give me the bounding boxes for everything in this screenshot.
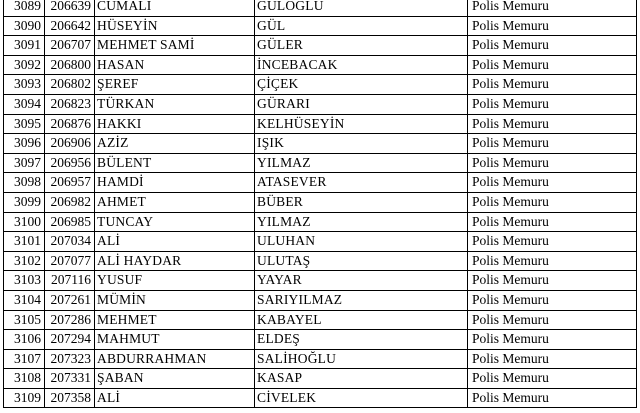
table-row xyxy=(4,75,637,95)
surname-cell: KABAYEL xyxy=(255,310,468,330)
first-name-cell: YUSUF xyxy=(95,271,255,291)
table-row xyxy=(4,16,637,36)
row-number-cell: 3091 xyxy=(4,36,45,56)
surname-cell: GÜL xyxy=(255,16,468,36)
job-title-cell: Polis Memuru xyxy=(468,290,637,310)
first-name-cell: HAMDİ xyxy=(95,173,255,193)
row-number-cell: 3093 xyxy=(4,75,45,95)
surname-cell: ULUHAN xyxy=(255,232,468,252)
job-title-cell: Polis Memuru xyxy=(468,94,637,114)
registry-id-cell: 207077 xyxy=(45,251,95,271)
registry-id-cell: 206823 xyxy=(45,94,95,114)
job-title-cell: Polis Memuru xyxy=(468,134,637,154)
table-row xyxy=(4,271,637,291)
first-name-cell: MAHMUT xyxy=(95,330,255,350)
row-number-cell: 3107 xyxy=(4,349,45,369)
row-number-cell: 3103 xyxy=(4,271,45,291)
surname-cell: BÜBER xyxy=(255,192,468,212)
row-number-cell: 3101 xyxy=(4,232,45,252)
registry-id-cell: 206707 xyxy=(45,36,95,56)
surname-cell: ULUTAŞ xyxy=(255,251,468,271)
registry-id-cell: 207261 xyxy=(45,290,95,310)
table-row xyxy=(4,310,637,330)
first-name-cell: AHMET xyxy=(95,192,255,212)
job-title-cell: Polis Memuru xyxy=(468,153,637,173)
table-body xyxy=(4,0,637,408)
first-name-cell: ALİ xyxy=(95,388,255,408)
job-title-cell: Polis Memuru xyxy=(468,349,637,369)
registry-id-cell: 206800 xyxy=(45,55,95,75)
table-row xyxy=(4,330,637,350)
job-title-cell: Polis Memuru xyxy=(468,192,637,212)
surname-cell: IŞIK xyxy=(255,134,468,154)
first-name-cell: ALİ xyxy=(95,232,255,252)
registry-id-cell: 206957 xyxy=(45,173,95,193)
table-row xyxy=(4,290,637,310)
row-number-cell: 3096 xyxy=(4,134,45,154)
surname-cell: CİVELEK xyxy=(255,388,468,408)
first-name-cell: BÜLENT xyxy=(95,153,255,173)
surname-cell: ATASEVER xyxy=(255,173,468,193)
first-name-cell: TÜRKAN xyxy=(95,94,255,114)
registry-id-cell: 207323 xyxy=(45,349,95,369)
surname-cell: YAYAR xyxy=(255,271,468,291)
job-title-cell: Polis Memuru xyxy=(468,55,637,75)
row-number-cell: 3099 xyxy=(4,192,45,212)
job-title-cell: Polis Memuru xyxy=(468,16,637,36)
surname-cell: GÜLER xyxy=(255,36,468,56)
surname-cell: YILMAZ xyxy=(255,153,468,173)
job-title-cell: Polis Memuru xyxy=(468,330,637,350)
registry-id-cell: 207331 xyxy=(45,369,95,389)
table-row xyxy=(4,173,637,193)
row-number-cell: 3106 xyxy=(4,330,45,350)
registry-id-cell: 207294 xyxy=(45,330,95,350)
job-title-cell: Polis Memuru xyxy=(468,114,637,134)
table-row xyxy=(4,134,637,154)
first-name-cell: CUMALİ xyxy=(95,0,255,16)
table-row xyxy=(4,36,637,56)
first-name-cell: HASAN xyxy=(95,55,255,75)
surname-cell: SARIYILMAZ xyxy=(255,290,468,310)
personnel-table xyxy=(3,0,637,408)
first-name-cell: MEHMET SAMİ xyxy=(95,36,255,56)
first-name-cell: MÜMİN xyxy=(95,290,255,310)
registry-id-cell: 207034 xyxy=(45,232,95,252)
first-name-cell: HAKKI xyxy=(95,114,255,134)
row-number-cell: 3095 xyxy=(4,114,45,134)
registry-id-cell: 206982 xyxy=(45,192,95,212)
job-title-cell: Polis Memuru xyxy=(468,310,637,330)
registry-id-cell: 206876 xyxy=(45,114,95,134)
row-number-cell: 3102 xyxy=(4,251,45,271)
registry-id-cell: 206802 xyxy=(45,75,95,95)
row-number-cell: 3092 xyxy=(4,55,45,75)
table-row xyxy=(4,114,637,134)
row-number-cell: 3105 xyxy=(4,310,45,330)
table-row xyxy=(4,232,637,252)
job-title-cell: Polis Memuru xyxy=(468,271,637,291)
row-number-cell: 3109 xyxy=(4,388,45,408)
job-title-cell: Polis Memuru xyxy=(468,251,637,271)
row-number-cell: 3097 xyxy=(4,153,45,173)
registry-id-cell: 206642 xyxy=(45,16,95,36)
registry-id-cell: 206985 xyxy=(45,212,95,232)
first-name-cell: ŞEREF xyxy=(95,75,255,95)
first-name-cell: AZİZ xyxy=(95,134,255,154)
registry-id-cell: 206906 xyxy=(45,134,95,154)
job-title-cell: Polis Memuru xyxy=(468,232,637,252)
first-name-cell: HÜSEYİN xyxy=(95,16,255,36)
first-name-cell: ABDURRAHMAN xyxy=(95,349,255,369)
surname-cell: İNCEBACAK xyxy=(255,55,468,75)
table-row xyxy=(4,369,637,389)
first-name-cell: ŞABAN xyxy=(95,369,255,389)
table-row xyxy=(4,212,637,232)
surname-cell: SALİHOĞLU xyxy=(255,349,468,369)
table-row xyxy=(4,55,637,75)
job-title-cell: Polis Memuru xyxy=(468,388,637,408)
job-title-cell: Polis Memuru xyxy=(468,75,637,95)
row-number-cell: 3098 xyxy=(4,173,45,193)
table-row xyxy=(4,251,637,271)
row-number-cell: 3100 xyxy=(4,212,45,232)
job-title-cell: Polis Memuru xyxy=(468,369,637,389)
job-title-cell: Polis Memuru xyxy=(468,212,637,232)
table-row xyxy=(4,153,637,173)
surname-cell: KELHÜSEYİN xyxy=(255,114,468,134)
surname-cell: GÜLOĞLU xyxy=(255,0,468,16)
table-row xyxy=(4,349,637,369)
surname-cell: KASAP xyxy=(255,369,468,389)
surname-cell: ÇİÇEK xyxy=(255,75,468,95)
registry-id-cell: 207286 xyxy=(45,310,95,330)
row-number-cell: 3104 xyxy=(4,290,45,310)
job-title-cell: Polis Memuru xyxy=(468,173,637,193)
surname-cell: ELDEŞ xyxy=(255,330,468,350)
first-name-cell: MEHMET xyxy=(95,310,255,330)
job-title-cell: Polis Memuru xyxy=(468,36,637,56)
row-number-cell: 3094 xyxy=(4,94,45,114)
registry-id-cell: 207358 xyxy=(45,388,95,408)
row-number-cell: 3108 xyxy=(4,369,45,389)
table-row xyxy=(4,192,637,212)
table-row xyxy=(4,0,637,16)
row-number-cell: 3090 xyxy=(4,16,45,36)
table-row xyxy=(4,388,637,408)
job-title-cell: Polis Memuru xyxy=(468,0,637,16)
surname-cell: YILMAZ xyxy=(255,212,468,232)
row-number-cell: 3089 xyxy=(4,0,45,16)
registry-id-cell: 206956 xyxy=(45,153,95,173)
table-row xyxy=(4,94,637,114)
first-name-cell: ALİ HAYDAR xyxy=(95,251,255,271)
surname-cell: GÜRARI xyxy=(255,94,468,114)
registry-id-cell: 207116 xyxy=(45,271,95,291)
first-name-cell: TUNCAY xyxy=(95,212,255,232)
registry-id-cell: 206639 xyxy=(45,0,95,16)
